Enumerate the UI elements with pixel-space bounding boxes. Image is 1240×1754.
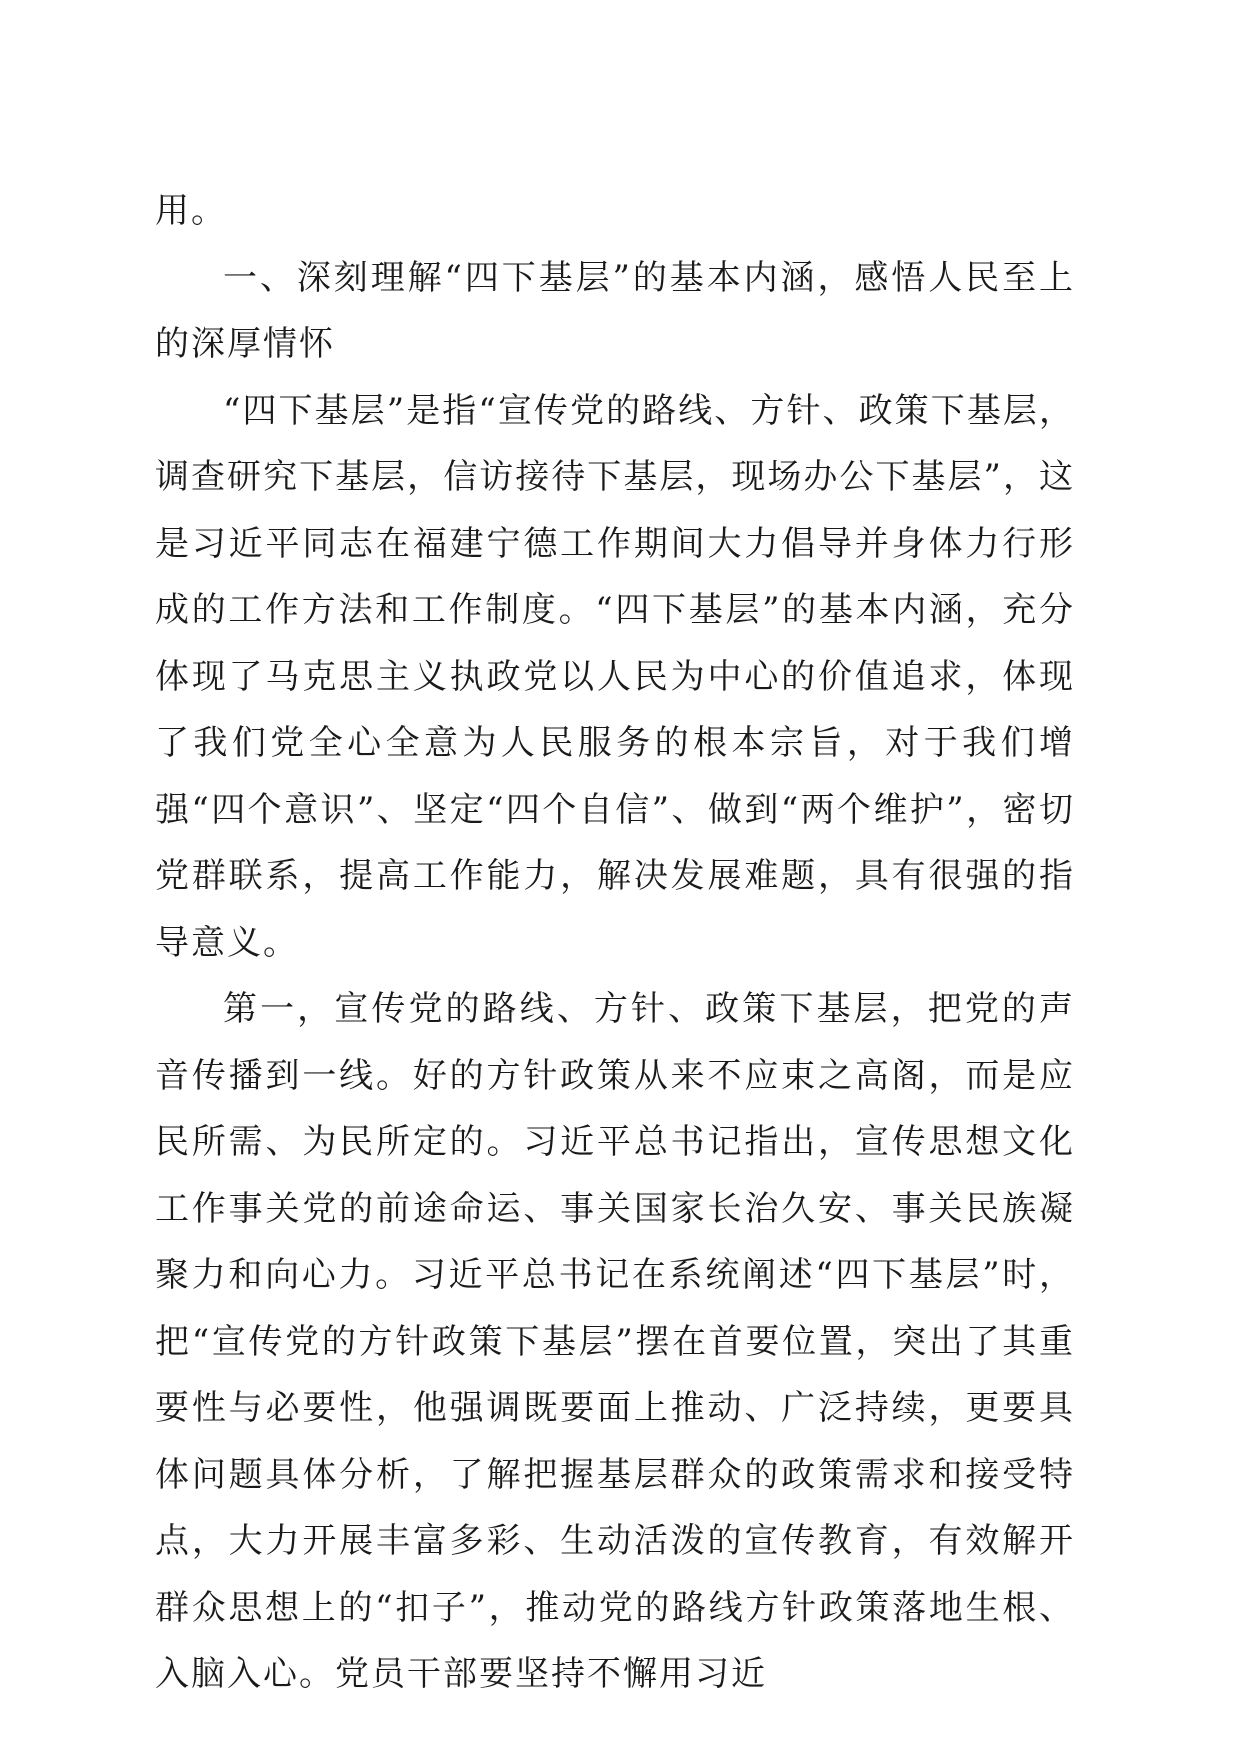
body-paragraph: “四下基层”是指“宣传党的路线、方针、政策下基层，调查研究下基层，信访接待下基层，现场办公下基层”，这是习近平同志在福建宁德工作期间大力倡导并身体力行形成的工作方法和工作制度。“四下基层”的基本内涵，充分体现了马克思主义执政党以人民为中心的价值追求，体现了我们党全心全意为人民服务的根本宗旨，对于我们增强“四个意识”、坚定“四个自信”、做到“两个维护”，密切党群联系，提高工作能力，解决发展难题，具有很强的指导意义。 (155, 390, 1075, 963)
document-body (155, 178, 1075, 1708)
section-heading: 一、深刻理解“四下基层”的基本内涵，感悟人民至上的深厚情怀 (155, 257, 1075, 364)
carryover-line: 用。 (155, 191, 227, 231)
body-paragraph: 第一，宣传党的路线、方针、政策下基层，把党的声音传播到一线。好的方针政策从来不应束之高阁，而是应民所需、为民所定的。习近平总书记指出，宣传思想文化工作事关党的前途命运、事关国家长治久安、事关民族凝聚力和向心力。习近平总书记在系统阐述“四下基层”时，把“宣传党的方针政策下基层”摆在首要位置，突出了其重要性与必要性，他强调既要面上推动、广泛持续，更要具体问题具体分析，了解把握基层群众的政策需求和接受特点，大力开展丰富多彩、生动活泼的宣传教育，有效解开群众思想上的“扣子”，推动党的路线方针政策落地生根、入脑入心。党员干部要坚持不懈用习近 (155, 989, 1075, 1694)
